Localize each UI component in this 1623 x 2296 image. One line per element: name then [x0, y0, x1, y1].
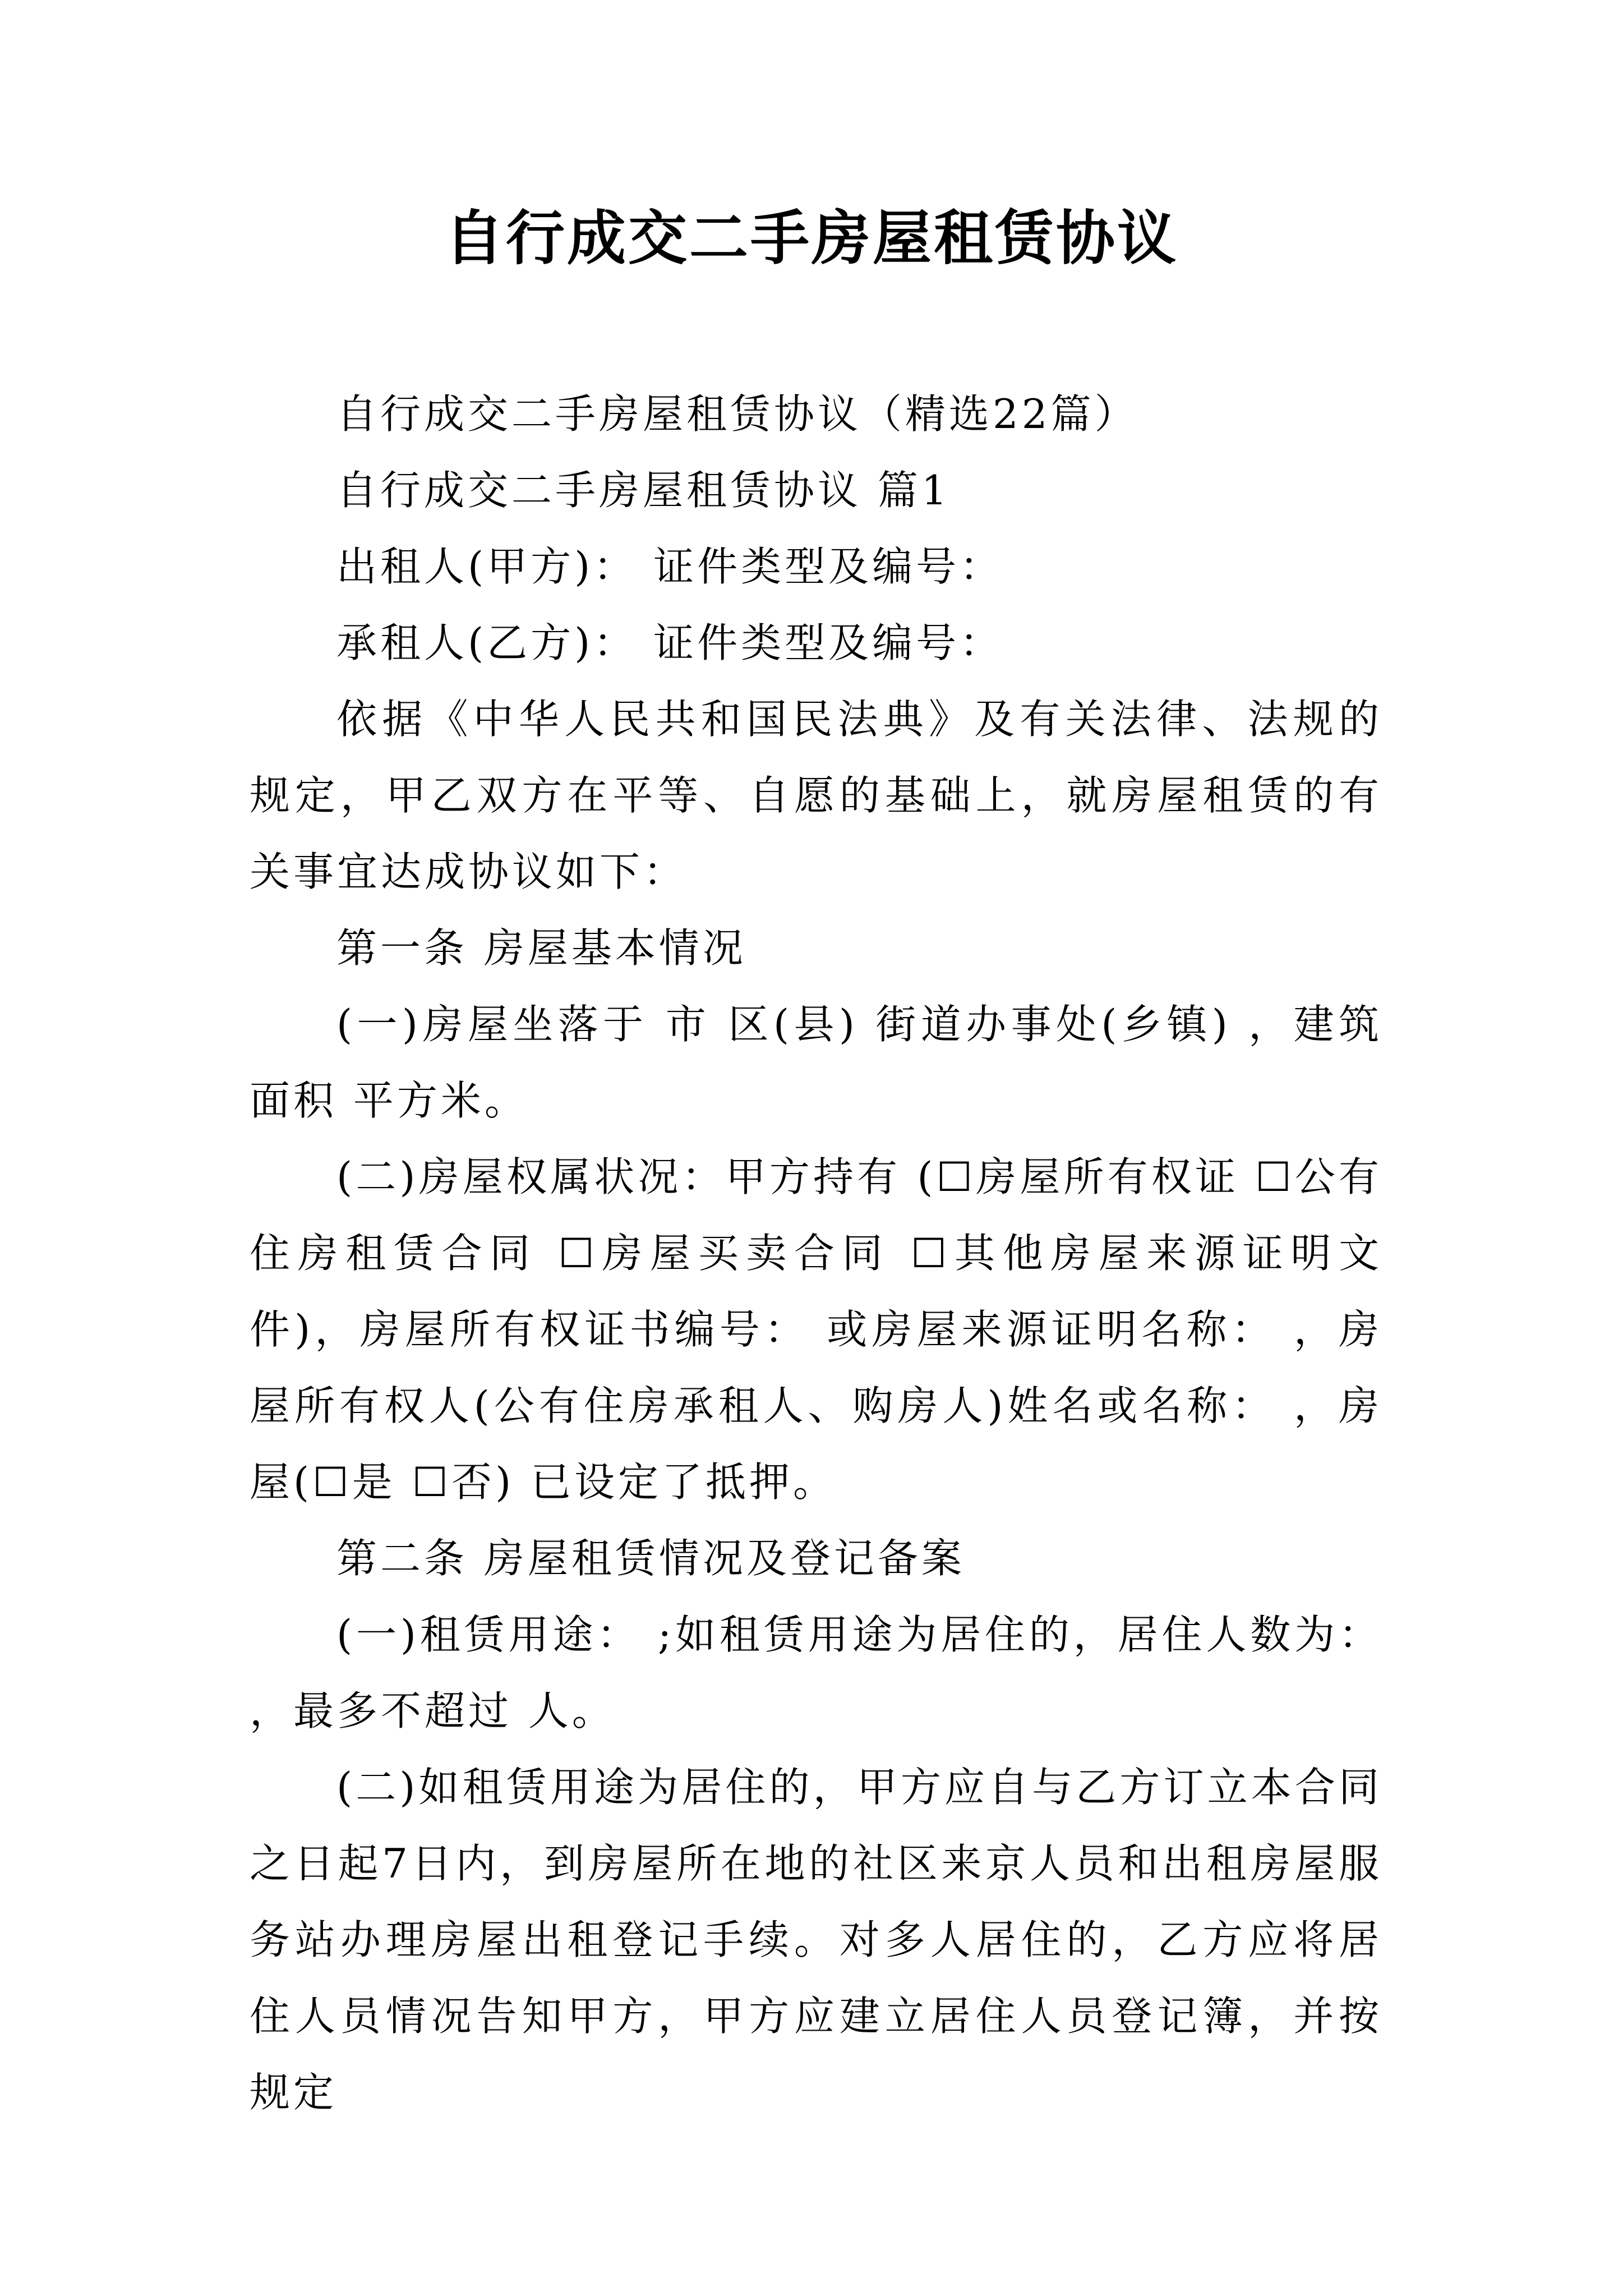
section-2-heading: 第二条 房屋租赁情况及登记备案: [336, 1535, 965, 1582]
section-1-heading: 第一条 房屋基本情况: [336, 924, 746, 972]
section-1-item-1: (一)房屋坐落于 市 区(县) 街道办事处(乡镇) ，建筑面积 平方米。: [250, 1001, 1382, 1124]
section-2-item-1: (一)租赁用途： ;如租赁用途为居住的，居住人数为： ，最多不超过 人。: [250, 1611, 1382, 1734]
legal-basis-paragraph: 依据《中华人民共和国民法典》及有关法律、法规的规定，甲乙双方在平等、自愿的基础上，就房屋租赁的有关事宜达成协议如下：: [250, 696, 1382, 895]
lessor-line: 出租人(甲方)： 证件类型及编号：: [336, 543, 1004, 590]
document-body: [250, 376, 1382, 2131]
section-1-item-2: (二)房屋权属状况：甲方持有 (☐房屋所有权证 ☐公有住房租赁合同 ☐房屋买卖合同 ☐其他房屋来源证明文件)，房屋所有权证书编号： 或房屋来源证明名称： ，房屋所有权人(公有住房承租人、购房人)姓名或名称： ，房屋(☐是 ☐否) 已设定了抵押。: [250, 1153, 1382, 1506]
section-2-item-2: (二)如租赁用途为居住的，甲方应自与乙方订立本合同之日起7日内，到房屋所在地的社区来京人员和出租房屋服务站办理房屋出租登记手续。对多人居住的，乙方应将居住人员情况告知甲方，甲方应建立居住人员登记簿，并按规定: [250, 1764, 1382, 2116]
collection-heading: 自行成交二手房屋租赁协议（精选22篇）: [336, 390, 1138, 438]
lessee-line: 承租人(乙方)： 证件类型及编号：: [336, 619, 1004, 666]
article-heading: 自行成交二手房屋租赁协议 篇1: [336, 467, 951, 514]
document-title: 自行成交二手房屋租赁协议: [444, 204, 1178, 273]
